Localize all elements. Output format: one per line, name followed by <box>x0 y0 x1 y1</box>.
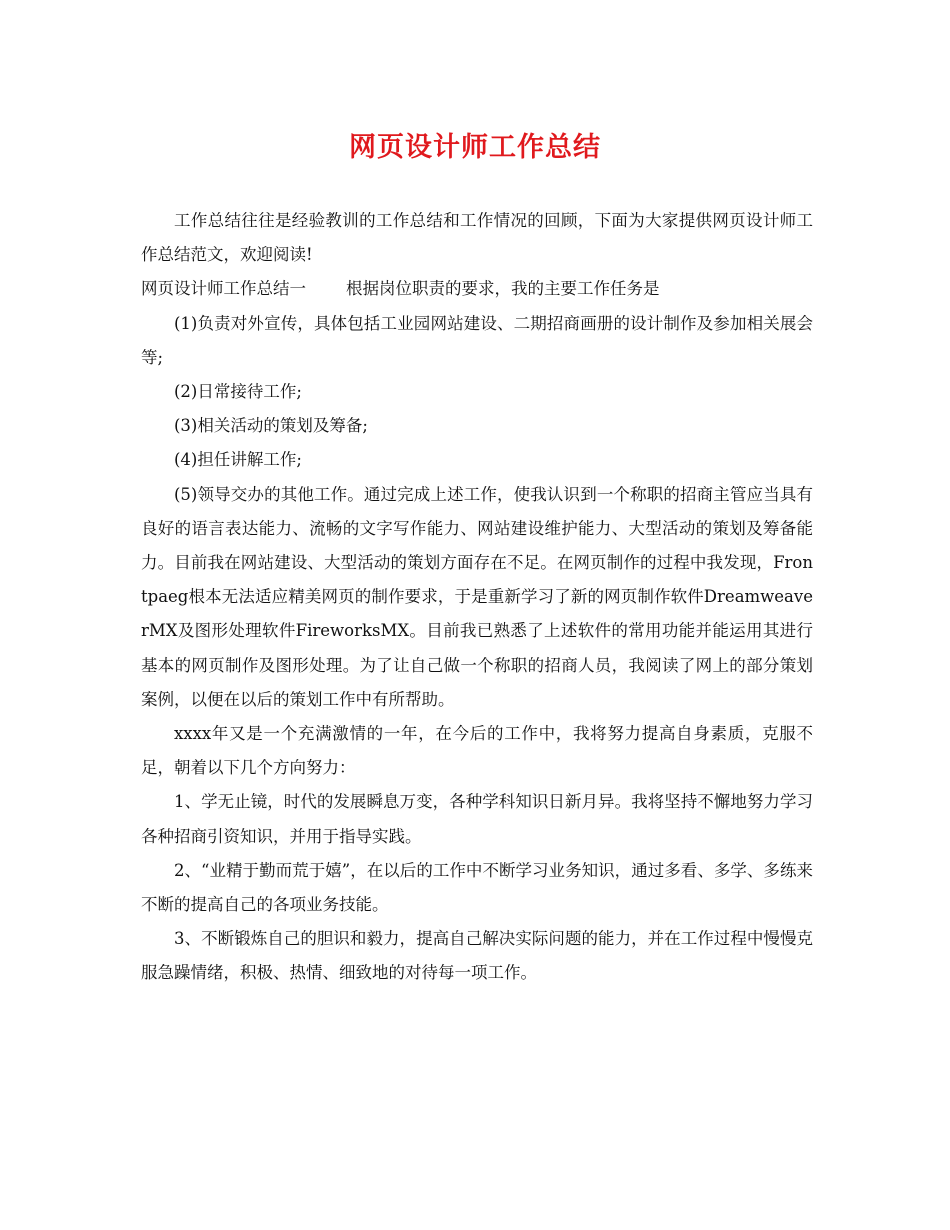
intro-paragraph: 工作总结往往是经验教训的工作总结和工作情况的回顾，下面为大家提供网页设计师工作总结范文，欢迎阅读! <box>141 211 813 265</box>
task-item-5: (5)领导交办的其他工作。通过完成上述工作，使我认识到一个称职的招商主管应当具有良好的语言表达能力、流畅的文字写作能力、网站建设维护能力、大型活动的策划及筹备能力。目前我在网站建设、大型活动的策划方面存在不足。在网页制作的过程中我发现，Frontpaeg根本无法适应精美网页的制作要求，于是重新学习了新的网页制作软件DreamweaverMX及图形处理软件FireworksMX。目前我已熟悉了上述软件的常用功能并能运用其进行基本的网页制作及图形处理。为了让自己做一个称职的招商人员，我阅读了网上的部分策划案例，以便在以后的策划工作中有所帮助。 <box>141 484 813 709</box>
page-title: 网页设计师工作总结 <box>349 132 601 163</box>
outlook-paragraph: xxxx年又是一个充满激情的一年，在今后的工作中，我将努力提高自身素质，克服不足，朝着以下几个方向努力： <box>141 724 813 778</box>
goal-item-1: 1、学无止镜，时代的发展瞬息万变，各种学科知识日新月异。我将坚持不懈地努力学习各种招商引资知识，并用于指导实践。 <box>141 792 813 846</box>
document-body <box>141 204 813 991</box>
goal-item-3: 3、不断锻炼自己的胆识和毅力，提高自己解决实际问题的能力，并在工作过程中慢慢克服急躁情绪，积极、热情、细致地的对待每一项工作。 <box>141 929 813 983</box>
section-heading: 网页设计师工作总结一 <box>141 279 306 299</box>
section-intro: 根据岗位职责的要求，我的主要工作任务是 <box>346 279 660 299</box>
task-item-2: (2)日常接待工作; <box>174 382 302 402</box>
task-item-4: (4)担任讲解工作; <box>174 450 302 470</box>
section-heading-line <box>141 272 813 306</box>
task-item-3: (3)相关活动的策划及筹备; <box>174 416 368 436</box>
task-item-1: (1)负责对外宣传，具体包括工业园网站建设、二期招商画册的设计制作及参加相关展会等; <box>141 313 813 367</box>
goal-item-2: 2、“业精于勤而荒于嬉”，在以后的工作中不断学习业务知识，通过多看、多学、多练来不断的提高自己的各项业务技能。 <box>141 860 813 915</box>
